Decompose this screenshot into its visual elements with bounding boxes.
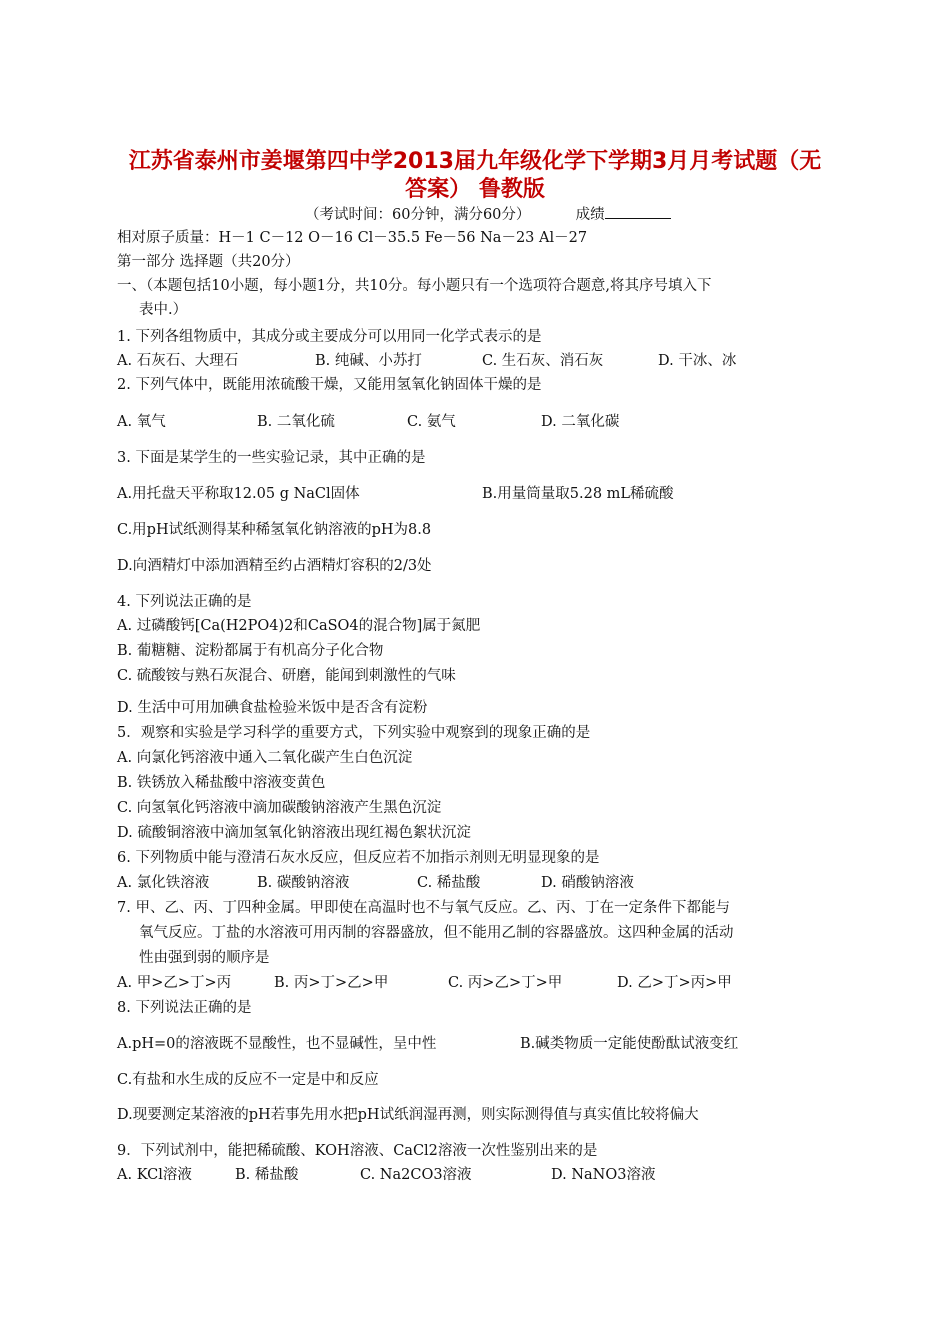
score-blank[interactable] bbox=[605, 204, 671, 219]
exam-info bbox=[305, 204, 671, 225]
option-d: D. NaNO3溶液 bbox=[551, 1167, 656, 1183]
option-a: A.用托盘天平称取12.05 g NaCl固体 bbox=[117, 486, 360, 502]
option-d: D. 硝酸钠溶液 bbox=[541, 875, 634, 891]
option-b: B. 铁锈放入稀盐酸中溶液变黄色 bbox=[117, 775, 326, 791]
option-a: A. 甲>乙>丁>丙 bbox=[117, 975, 232, 991]
option-d: D. 生活中可用加碘食盐检验米饭中是否含有淀粉 bbox=[117, 700, 428, 716]
option-d: D. 二氧化碳 bbox=[541, 414, 620, 430]
option-b: B.碱类物质一定能使酚酞试液变红 bbox=[520, 1036, 739, 1052]
option-d: D.现要测定某溶液的pH若事先用水把pH试纸润湿再测，则实际测得值与真实值比较将偏大 bbox=[117, 1107, 699, 1123]
instruction-line-2: 表中.） bbox=[139, 302, 188, 318]
option-a: A. 石灰石、大理石 bbox=[117, 353, 239, 369]
question-6-stem: 6. 下列物质中能与澄清石灰水反应，但反应若不加指示剂则无明显现象的是 bbox=[117, 850, 600, 866]
option-b: B. 丙>丁>乙>甲 bbox=[274, 975, 389, 991]
question-2-stem: 2. 下列气体中，既能用浓硫酸干燥，又能用氢氧化钠固体干燥的是 bbox=[117, 377, 542, 393]
option-b: B. 纯碱、小苏打 bbox=[315, 353, 422, 369]
exam-title-line-1: 江苏省泰州市姜堰第四中学2013届九年级化学下学期3月月考试题（无 bbox=[128, 149, 822, 174]
option-d: D. 乙>丁>丙>甲 bbox=[617, 975, 732, 991]
question-7-stem-line-1: 7. 甲、乙、丙、丁四种金属。甲即使在高温时也不与氧气反应。乙、丙、丁在一定条件下都能与 bbox=[117, 900, 730, 916]
question-7-stem-line-3: 性由强到弱的顺序是 bbox=[139, 950, 270, 966]
option-c: C. 向氢氧化钙溶液中滴加碳酸钠溶液产生黑色沉淀 bbox=[117, 800, 442, 816]
option-c: C.有盐和水生成的反应不一定是中和反应 bbox=[117, 1072, 379, 1088]
option-c: C. 丙>乙>丁>甲 bbox=[448, 975, 563, 991]
option-c: C. 硫酸铵与熟石灰混合、研磨，能闻到刺激性的气味 bbox=[117, 668, 456, 684]
option-a: A. 过磷酸钙[Ca(H2PO4)2和CaSO4的混合物]属于氮肥 bbox=[117, 618, 481, 634]
option-d: D.向酒精灯中添加酒精至约占酒精灯容积的2/3处 bbox=[117, 558, 432, 574]
option-a: A.pH=0的溶液既不显酸性，也不显碱性，呈中性 bbox=[117, 1036, 437, 1052]
option-b: B.用量筒量取5.28 mL稀硫酸 bbox=[482, 486, 674, 502]
option-d: D. 硫酸铜溶液中滴加氢氧化钠溶液出现红褐色絮状沉淀 bbox=[117, 825, 471, 841]
option-a: A. KCl溶液 bbox=[117, 1167, 192, 1183]
question-4-stem: 4. 下列说法正确的是 bbox=[117, 594, 252, 610]
option-b: B. 稀盐酸 bbox=[235, 1167, 299, 1183]
part-title: 第一部分 选择题（共20分） bbox=[117, 254, 300, 270]
question-7-stem-line-2: 氧气反应。丁盐的水溶液可用丙制的容器盛放，但不能用乙制的容器盛放。这四种金属的活动 bbox=[139, 925, 734, 941]
question-5-stem: 5．观察和实验是学习科学的重要方式，下列实验中观察到的现象正确的是 bbox=[117, 725, 591, 741]
exam-title-line-2: 答案） 鲁教版 bbox=[405, 177, 545, 202]
question-3-stem: 3. 下面是某学生的一些实验记录，其中正确的是 bbox=[117, 450, 426, 466]
option-a: A. 氧气 bbox=[117, 414, 166, 430]
option-a: A. 氯化铁溶液 bbox=[117, 875, 210, 891]
option-b: B. 葡糖糖、淀粉都属于有机高分子化合物 bbox=[117, 643, 384, 659]
option-c: C. 氨气 bbox=[407, 414, 456, 430]
option-c: C. Na2CO3溶液 bbox=[360, 1167, 472, 1183]
instruction-line-1: 一、（本题包括10小题，每小题1分，共10分。每小题只有一个选项符合题意,将其序号填入下 bbox=[117, 278, 712, 294]
exam-time-info: （考试时间：60分钟，满分60分） bbox=[305, 207, 531, 223]
option-b: B. 碳酸钠溶液 bbox=[257, 875, 350, 891]
option-d: D. 干冰、冰 bbox=[658, 353, 737, 369]
option-b: B. 二氧化硫 bbox=[257, 414, 335, 430]
question-8-stem: 8. 下列说法正确的是 bbox=[117, 1000, 252, 1016]
option-c: C. 稀盐酸 bbox=[417, 875, 481, 891]
option-a: A. 向氯化钙溶液中通入二氧化碳产生白色沉淀 bbox=[117, 750, 413, 766]
option-c: C. 生石灰、消石灰 bbox=[482, 353, 604, 369]
option-c: C.用pH试纸测得某种稀氢氧化钠溶液的pH为8.8 bbox=[117, 522, 432, 538]
score-label: 成绩 bbox=[575, 207, 605, 223]
question-1-stem: 1. 下列各组物质中，其成分或主要成分可以用同一化学式表示的是 bbox=[117, 329, 542, 345]
question-9-stem: 9．下列试剂中，能把稀硫酸、KOH溶液、CaCl2溶液一次性鉴别出来的是 bbox=[117, 1143, 598, 1159]
atomic-masses: 相对原子质量：H－1 C－12 O－16 Cl－35.5 Fe－56 Na－23 Al－27 bbox=[117, 230, 588, 246]
